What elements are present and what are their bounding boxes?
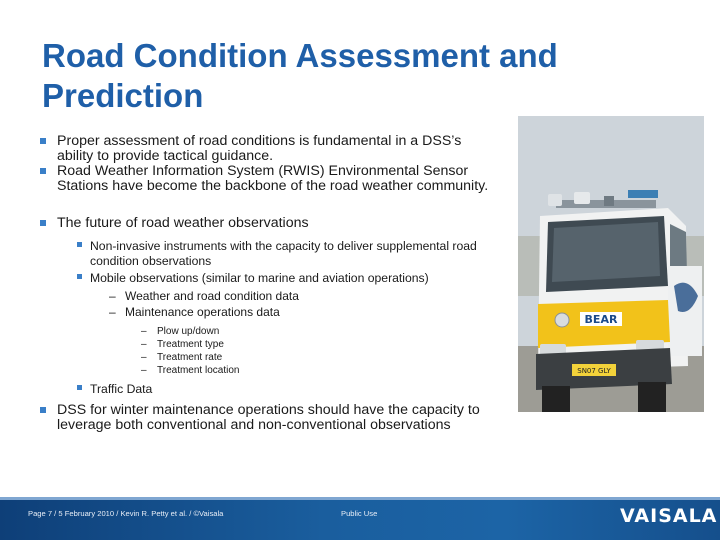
bullet-text: Proper assessment of road conditions is fundamental in a DSS’s ability to provide tactical guidance. [57, 133, 462, 164]
sub-bullet-text: Non-invasive instruments with the capacity to deliver supplemental road condition observations [90, 239, 477, 268]
bullet-text: The future of road weather observations [57, 215, 309, 231]
bullet-future-observations [40, 216, 490, 231]
dash-glyph: – [141, 339, 147, 350]
bullet-marker [40, 220, 46, 226]
footer-credit: Page 7 / 5 February 2010 / Kevin R. Petty et al. / ©Vaisala [28, 509, 224, 518]
bullet-rwis [40, 164, 490, 194]
dash-item-weather-data [109, 288, 490, 304]
dash-item-text: Weather and road condition data [125, 289, 299, 303]
sub-bullet-non-invasive [77, 239, 490, 269]
bullet-marker [40, 138, 46, 144]
small-dash-text: Plow up/down [157, 326, 220, 337]
dash-glyph: – [141, 326, 147, 337]
small-dash-text: Treatment location [157, 365, 240, 376]
dash-item-text: Maintenance operations data [125, 305, 280, 319]
dash-glyph: – [141, 365, 147, 376]
slide-title-line-2: Prediction [42, 77, 204, 114]
sub-bullet-text: Traffic Data [90, 382, 153, 396]
small-dash-item-plow [141, 325, 490, 338]
sub-bullet-traffic-data [77, 382, 490, 397]
small-dash-item-treatment-rate [141, 351, 490, 364]
slide-body [40, 134, 490, 433]
bullet-text: Road Weather Information System (RWIS) Environmental Sensor Stations have become the backbone of the road weather community. [57, 163, 489, 194]
dash-glyph: – [141, 352, 147, 363]
small-dash-text: Treatment type [157, 339, 224, 350]
dash-item-maintenance-data [109, 304, 490, 320]
small-dash-text: Treatment rate [157, 352, 223, 363]
small-dash-item-treatment-location [141, 364, 490, 377]
sub-bullet-marker [77, 274, 82, 279]
footer-classification: Public Use [341, 509, 378, 518]
sub-bullet-marker [77, 242, 82, 247]
vaisala-logo: VAISALA [620, 505, 718, 527]
sub-bullet-marker [77, 385, 82, 390]
slide-title-line-1: Road Condition Assessment and [42, 37, 558, 74]
dash-glyph: – [109, 305, 116, 319]
bullet-dss-winter [40, 403, 490, 433]
truck-brand-text: BEAR [584, 313, 618, 326]
bullet-marker [40, 168, 46, 174]
slide-title [42, 36, 642, 116]
sub-bullet-mobile [77, 271, 490, 286]
dash-glyph: – [109, 289, 116, 303]
small-dash-item-treatment-type [141, 338, 490, 351]
license-plate-text: SN07 GLY [577, 367, 611, 375]
footer-bar [0, 497, 720, 540]
truck-illustration [518, 116, 704, 412]
bullet-marker [40, 407, 46, 413]
footer-accent-line [0, 497, 720, 500]
sub-bullet-text: Mobile observations (similar to marine and aviation operations) [90, 271, 429, 285]
truck-photo [518, 116, 704, 412]
bullet-text: DSS for winter maintenance operations should have the capacity to leverage both conventional and non-conventional observations [57, 402, 480, 433]
bullet-assessment [40, 134, 490, 164]
